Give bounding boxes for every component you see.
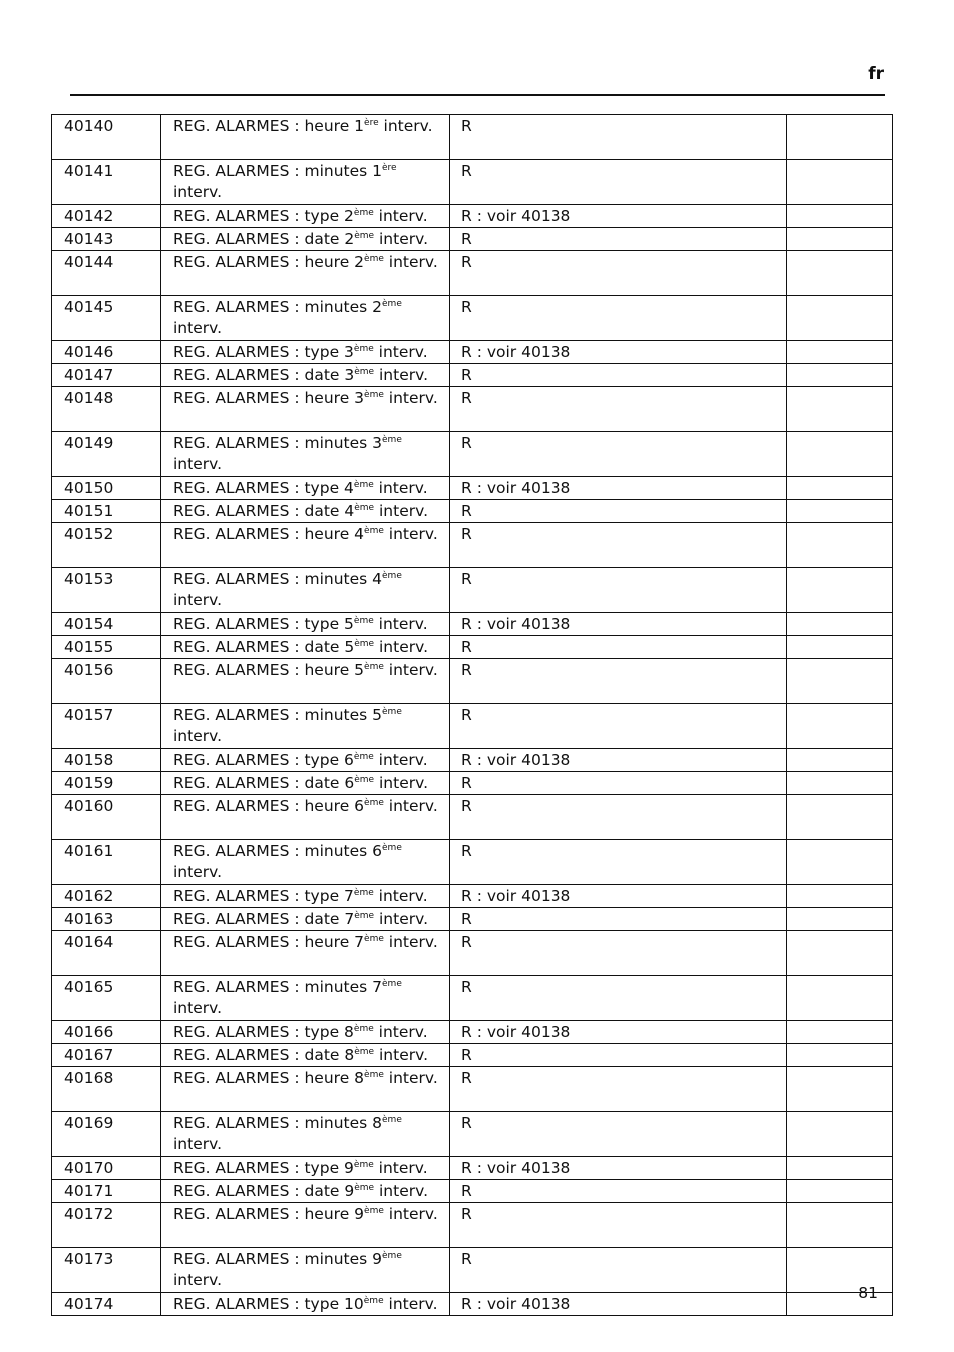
register-description xyxy=(161,205,450,228)
register-note xyxy=(787,251,893,296)
description-text: REG. ALARMES : type 4 xyxy=(173,479,354,497)
register-access: R : voir 40138 xyxy=(450,1293,787,1316)
register-address: 40166 xyxy=(52,1021,161,1044)
description-text-end: interv. xyxy=(173,999,223,1017)
ordinal-suffix: ème xyxy=(353,1024,374,1034)
register-address: 40151 xyxy=(52,500,161,523)
ordinal-suffix: ème xyxy=(364,1206,384,1216)
ordinal-suffix: ème xyxy=(353,752,374,762)
description-text: REG. ALARMES : minutes 3 xyxy=(173,434,383,452)
description-text-end: interv. xyxy=(383,797,438,815)
register-access: R xyxy=(450,160,787,205)
description-text: REG. ALARMES : heure 5 xyxy=(173,661,365,679)
description-text-end: interv. xyxy=(373,1159,428,1177)
description-text: REG. ALARMES : minutes 9 xyxy=(173,1250,383,1268)
register-note xyxy=(787,228,893,251)
register-address: 40145 xyxy=(52,296,161,341)
register-address: 40162 xyxy=(52,885,161,908)
register-access: R : voir 40138 xyxy=(450,341,787,364)
register-note xyxy=(787,500,893,523)
description-text: REG. ALARMES : type 9 xyxy=(173,1159,354,1177)
register-address: 40152 xyxy=(52,523,161,568)
register-note xyxy=(787,840,893,885)
ordinal-suffix: ème xyxy=(364,254,384,264)
register-note xyxy=(787,1112,893,1157)
register-address: 40172 xyxy=(52,1203,161,1248)
table-row xyxy=(52,296,893,341)
table-row xyxy=(52,523,893,568)
register-access: R xyxy=(450,1203,787,1248)
register-access: R xyxy=(450,568,787,613)
register-access: R xyxy=(450,1067,787,1112)
table-row xyxy=(52,1293,893,1316)
register-note xyxy=(787,477,893,500)
register-description xyxy=(161,772,450,795)
register-note xyxy=(787,1044,893,1067)
table-row xyxy=(52,251,893,296)
register-note xyxy=(787,115,893,160)
table-row xyxy=(52,1157,893,1180)
register-description xyxy=(161,749,450,772)
description-text: REG. ALARMES : type 8 xyxy=(173,1023,354,1041)
register-address: 40149 xyxy=(52,432,161,477)
register-access: R xyxy=(450,704,787,749)
description-text: REG. ALARMES : date 2 xyxy=(173,230,355,248)
register-access: R xyxy=(450,1044,787,1067)
register-note xyxy=(787,931,893,976)
description-text: REG. ALARMES : date 7 xyxy=(173,910,355,928)
register-access: R xyxy=(450,1180,787,1203)
register-description xyxy=(161,931,450,976)
description-text-end: interv. xyxy=(383,253,438,271)
register-address: 40174 xyxy=(52,1293,161,1316)
register-description xyxy=(161,1112,450,1157)
description-text-end: interv. xyxy=(374,910,429,928)
description-text-end: interv. xyxy=(374,638,429,656)
description-text: REG. ALARMES : date 6 xyxy=(173,774,355,792)
register-access: R xyxy=(450,659,787,704)
ordinal-suffix: ème xyxy=(353,616,374,626)
ordinal-suffix: ère xyxy=(382,163,397,173)
description-text-end: interv. xyxy=(373,887,428,905)
register-address: 40167 xyxy=(52,1044,161,1067)
register-description xyxy=(161,251,450,296)
register-address: 40150 xyxy=(52,477,161,500)
description-text-end: interv. xyxy=(173,319,223,337)
register-description xyxy=(161,432,450,477)
description-text: REG. ALARMES : minutes 4 xyxy=(173,570,383,588)
register-access: R xyxy=(450,500,787,523)
table-row xyxy=(52,885,893,908)
table-row xyxy=(52,387,893,432)
table-row xyxy=(52,795,893,840)
ordinal-suffix: ème xyxy=(364,1070,384,1080)
register-note xyxy=(787,1180,893,1203)
register-access: R xyxy=(450,908,787,931)
ordinal-suffix: ème xyxy=(354,367,375,377)
description-text: REG. ALARMES : type 10 xyxy=(173,1295,364,1313)
description-text-end: interv. xyxy=(373,1023,428,1041)
table-row xyxy=(52,160,893,205)
ordinal-suffix: ème xyxy=(382,707,402,717)
register-access: R xyxy=(450,523,787,568)
register-description xyxy=(161,228,450,251)
register-access: R : voir 40138 xyxy=(450,477,787,500)
register-access: R xyxy=(450,931,787,976)
table-row xyxy=(52,613,893,636)
description-text: REG. ALARMES : type 2 xyxy=(173,207,354,225)
description-text: REG. ALARMES : type 3 xyxy=(173,343,354,361)
register-description xyxy=(161,1293,450,1316)
ordinal-suffix: ère xyxy=(364,118,379,128)
ordinal-suffix: ème xyxy=(353,480,374,490)
table-row xyxy=(52,1067,893,1112)
register-note xyxy=(787,341,893,364)
ordinal-suffix: ème xyxy=(354,775,375,785)
ordinal-suffix: ème xyxy=(363,1296,384,1306)
register-note xyxy=(787,795,893,840)
register-description xyxy=(161,704,450,749)
description-text-end: interv. xyxy=(373,479,428,497)
description-text-end: interv. xyxy=(383,1205,438,1223)
ordinal-suffix: ème xyxy=(364,390,384,400)
register-note xyxy=(787,523,893,568)
ordinal-suffix: ème xyxy=(353,208,374,218)
register-access: R xyxy=(450,115,787,160)
register-address: 40169 xyxy=(52,1112,161,1157)
description-text: REG. ALARMES : heure 6 xyxy=(173,797,365,815)
ordinal-suffix: ème xyxy=(382,571,402,581)
ordinal-suffix: ème xyxy=(354,231,375,241)
register-description xyxy=(161,613,450,636)
register-access: R xyxy=(450,1248,787,1293)
description-text: REG. ALARMES : heure 4 xyxy=(173,525,365,543)
register-access: R xyxy=(450,364,787,387)
register-address: 40157 xyxy=(52,704,161,749)
register-address: 40173 xyxy=(52,1248,161,1293)
description-text-end: interv. xyxy=(373,207,428,225)
description-text-end: interv. xyxy=(383,1295,438,1313)
description-text: REG. ALARMES : date 5 xyxy=(173,638,355,656)
register-description xyxy=(161,523,450,568)
register-description xyxy=(161,341,450,364)
register-address: 40170 xyxy=(52,1157,161,1180)
ordinal-suffix: ème xyxy=(382,1115,402,1125)
description-text-end: interv. xyxy=(173,591,223,609)
table-row xyxy=(52,432,893,477)
table-row xyxy=(52,931,893,976)
table-row xyxy=(52,749,893,772)
language-code: fr xyxy=(868,64,884,84)
register-description xyxy=(161,659,450,704)
register-description xyxy=(161,1203,450,1248)
register-description xyxy=(161,1157,450,1180)
register-note xyxy=(787,659,893,704)
register-address: 40161 xyxy=(52,840,161,885)
description-text-end: interv. xyxy=(383,933,438,951)
register-access: R xyxy=(450,228,787,251)
register-description xyxy=(161,976,450,1021)
page-number: 81 xyxy=(858,1284,878,1302)
register-description xyxy=(161,636,450,659)
register-access: R xyxy=(450,840,787,885)
table-row xyxy=(52,1021,893,1044)
table-row xyxy=(52,115,893,160)
ordinal-suffix: ème xyxy=(354,911,375,921)
register-access: R : voir 40138 xyxy=(450,613,787,636)
register-access: R xyxy=(450,432,787,477)
register-address: 40158 xyxy=(52,749,161,772)
register-note xyxy=(787,568,893,613)
table-row xyxy=(52,1203,893,1248)
ordinal-suffix: ème xyxy=(364,662,384,672)
table-row xyxy=(52,341,893,364)
ordinal-suffix: ème xyxy=(353,344,374,354)
register-note xyxy=(787,613,893,636)
ordinal-suffix: ème xyxy=(382,1251,402,1261)
description-text-end: interv. xyxy=(373,751,428,769)
register-access: R : voir 40138 xyxy=(450,885,787,908)
register-note xyxy=(787,908,893,931)
ordinal-suffix: ème xyxy=(382,979,402,989)
description-text-end: interv. xyxy=(374,230,429,248)
description-text-end: interv. xyxy=(173,727,223,745)
register-access: R : voir 40138 xyxy=(450,749,787,772)
description-text: REG. ALARMES : date 9 xyxy=(173,1182,355,1200)
description-text: REG. ALARMES : date 8 xyxy=(173,1046,355,1064)
register-description xyxy=(161,568,450,613)
ordinal-suffix: ème xyxy=(353,1160,374,1170)
description-text: REG. ALARMES : type 6 xyxy=(173,751,354,769)
table-row xyxy=(52,908,893,931)
description-text: REG. ALARMES : heure 1 xyxy=(173,117,365,135)
description-text-end: interv. xyxy=(374,1182,429,1200)
ordinal-suffix: ème xyxy=(354,1183,375,1193)
register-address: 40160 xyxy=(52,795,161,840)
register-description xyxy=(161,1248,450,1293)
description-text: REG. ALARMES : heure 8 xyxy=(173,1069,365,1087)
ordinal-suffix: ème xyxy=(354,639,375,649)
description-text-end: interv. xyxy=(374,366,429,384)
register-note xyxy=(787,205,893,228)
ordinal-suffix: ème xyxy=(353,888,374,898)
description-text-end: interv. xyxy=(383,1069,438,1087)
ordinal-suffix: ème xyxy=(382,299,402,309)
ordinal-suffix: ème xyxy=(364,526,384,536)
register-note xyxy=(787,1203,893,1248)
register-note xyxy=(787,772,893,795)
register-address: 40141 xyxy=(52,160,161,205)
register-description xyxy=(161,296,450,341)
register-address: 40140 xyxy=(52,115,161,160)
register-description xyxy=(161,500,450,523)
description-text: REG. ALARMES : date 4 xyxy=(173,502,355,520)
register-access: R xyxy=(450,1112,787,1157)
header-rule xyxy=(70,94,885,96)
description-text-end: interv. xyxy=(383,389,438,407)
register-address: 40159 xyxy=(52,772,161,795)
description-text: REG. ALARMES : heure 7 xyxy=(173,933,365,951)
table-row xyxy=(52,976,893,1021)
description-text: REG. ALARMES : minutes 7 xyxy=(173,978,383,996)
register-description xyxy=(161,885,450,908)
table-row xyxy=(52,1180,893,1203)
description-text: REG. ALARMES : type 7 xyxy=(173,887,354,905)
register-note xyxy=(787,749,893,772)
register-address: 40144 xyxy=(52,251,161,296)
register-note xyxy=(787,636,893,659)
ordinal-suffix: ème xyxy=(364,798,384,808)
register-access: R : voir 40138 xyxy=(450,1021,787,1044)
register-note xyxy=(787,704,893,749)
description-text: REG. ALARMES : minutes 6 xyxy=(173,842,383,860)
table-row xyxy=(52,364,893,387)
register-access: R xyxy=(450,636,787,659)
description-text-end: interv. xyxy=(383,525,438,543)
table-row xyxy=(52,1112,893,1157)
description-text: REG. ALARMES : type 5 xyxy=(173,615,354,633)
description-text-end: interv. xyxy=(173,455,223,473)
register-description xyxy=(161,160,450,205)
register-note xyxy=(787,296,893,341)
register-address: 40143 xyxy=(52,228,161,251)
table-row xyxy=(52,772,893,795)
description-text: REG. ALARMES : minutes 2 xyxy=(173,298,383,316)
description-text-end: interv. xyxy=(173,1135,223,1153)
description-text: REG. ALARMES : minutes 5 xyxy=(173,706,383,724)
register-description xyxy=(161,115,450,160)
table-row xyxy=(52,477,893,500)
table-row xyxy=(52,205,893,228)
table-row xyxy=(52,228,893,251)
register-address: 40165 xyxy=(52,976,161,1021)
register-description xyxy=(161,840,450,885)
register-address: 40156 xyxy=(52,659,161,704)
register-address: 40154 xyxy=(52,613,161,636)
register-address: 40155 xyxy=(52,636,161,659)
table-row xyxy=(52,1044,893,1067)
register-address: 40163 xyxy=(52,908,161,931)
table-row xyxy=(52,568,893,613)
register-address: 40142 xyxy=(52,205,161,228)
description-text-end: interv. xyxy=(173,863,223,881)
description-text: REG. ALARMES : minutes 1 xyxy=(173,162,383,180)
register-note xyxy=(787,387,893,432)
description-text-end: interv. xyxy=(383,661,438,679)
register-address: 40168 xyxy=(52,1067,161,1112)
ordinal-suffix: ème xyxy=(364,934,384,944)
register-address: 40146 xyxy=(52,341,161,364)
description-text: REG. ALARMES : minutes 8 xyxy=(173,1114,383,1132)
description-text-end: interv. xyxy=(374,1046,429,1064)
register-description xyxy=(161,364,450,387)
register-access: R xyxy=(450,976,787,1021)
ordinal-suffix: ème xyxy=(382,435,402,445)
register-description xyxy=(161,795,450,840)
register-note xyxy=(787,160,893,205)
register-description xyxy=(161,1067,450,1112)
register-table-body xyxy=(52,115,893,1316)
description-text: REG. ALARMES : heure 2 xyxy=(173,253,365,271)
description-text-end: interv. xyxy=(374,502,429,520)
register-description xyxy=(161,1021,450,1044)
register-note xyxy=(787,432,893,477)
description-text-end: interv. xyxy=(373,615,428,633)
register-note xyxy=(787,1157,893,1180)
register-access: R xyxy=(450,387,787,432)
register-access: R xyxy=(450,296,787,341)
table-row xyxy=(52,1248,893,1293)
register-description xyxy=(161,1044,450,1067)
description-text-end: interv. xyxy=(173,183,223,201)
register-description xyxy=(161,1180,450,1203)
register-access: R xyxy=(450,795,787,840)
table-row xyxy=(52,659,893,704)
register-note xyxy=(787,364,893,387)
register-access: R xyxy=(450,772,787,795)
register-address: 40147 xyxy=(52,364,161,387)
table-row xyxy=(52,636,893,659)
description-text-end: interv. xyxy=(378,117,433,135)
description-text-end: interv. xyxy=(373,343,428,361)
register-access: R xyxy=(450,251,787,296)
ordinal-suffix: ème xyxy=(354,1047,375,1057)
description-text: REG. ALARMES : date 3 xyxy=(173,366,355,384)
description-text: REG. ALARMES : heure 9 xyxy=(173,1205,365,1223)
description-text-end: interv. xyxy=(374,774,429,792)
register-table xyxy=(51,114,893,1316)
register-note xyxy=(787,885,893,908)
register-address: 40171 xyxy=(52,1180,161,1203)
register-note xyxy=(787,1021,893,1044)
register-access: R : voir 40138 xyxy=(450,205,787,228)
description-text: REG. ALARMES : heure 3 xyxy=(173,389,365,407)
register-address: 40164 xyxy=(52,931,161,976)
register-description xyxy=(161,477,450,500)
description-text-end: interv. xyxy=(173,1271,223,1289)
register-note xyxy=(787,1067,893,1112)
register-note xyxy=(787,976,893,1021)
register-address: 40148 xyxy=(52,387,161,432)
register-description xyxy=(161,908,450,931)
table-row xyxy=(52,704,893,749)
table-row xyxy=(52,840,893,885)
register-description xyxy=(161,387,450,432)
register-access: R : voir 40138 xyxy=(450,1157,787,1180)
ordinal-suffix: ème xyxy=(382,843,402,853)
register-address: 40153 xyxy=(52,568,161,613)
table-row xyxy=(52,500,893,523)
ordinal-suffix: ème xyxy=(354,503,375,513)
